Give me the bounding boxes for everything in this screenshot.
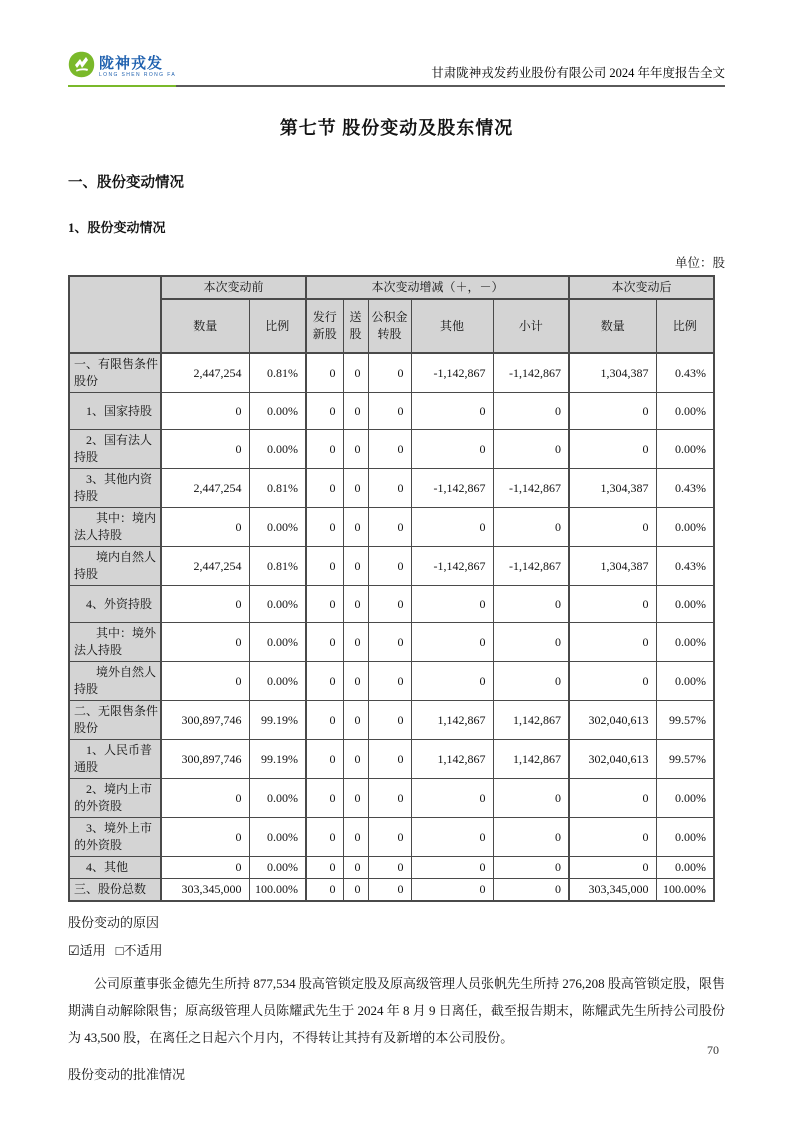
cell-value: 0 <box>306 353 343 393</box>
subheading-share-change: 1、股份变动情况 <box>68 220 166 235</box>
cell-value: 0 <box>368 623 411 662</box>
cell-value: 0 <box>343 586 368 623</box>
col-header-pct-before: 比例 <box>249 299 306 353</box>
cell-value: 0 <box>306 879 343 902</box>
cell-value: 0 <box>569 586 656 623</box>
not-applicable-checkbox: □不适用 <box>115 943 163 958</box>
cell-value: 99.57% <box>656 701 714 740</box>
cell-value: 0 <box>569 818 656 857</box>
cell-value: 0 <box>368 508 411 547</box>
cell-value: 0 <box>306 818 343 857</box>
cell-value: 0 <box>368 818 411 857</box>
cell-value: 0.43% <box>656 469 714 508</box>
report-header <box>68 42 725 87</box>
col-header-qty-before: 数量 <box>161 299 249 353</box>
cell-value: 302,040,613 <box>569 740 656 779</box>
cell-value: 0 <box>569 508 656 547</box>
table-corner-cell <box>69 276 161 353</box>
cell-value: -1,142,867 <box>493 469 569 508</box>
cell-value: 2,447,254 <box>161 469 249 508</box>
cell-value: 0 <box>343 353 368 393</box>
cell-value: 0.81% <box>249 547 306 586</box>
row-label: 一、有限售条件股份 <box>69 353 161 393</box>
cell-value: 0 <box>368 857 411 879</box>
cell-value: 0 <box>493 818 569 857</box>
cell-value: 0 <box>368 393 411 430</box>
cell-value: 1,304,387 <box>569 547 656 586</box>
table-row <box>69 701 714 740</box>
cell-value: 0 <box>161 857 249 879</box>
cell-value: 0 <box>368 586 411 623</box>
cell-value: 0 <box>343 508 368 547</box>
cell-value: 0 <box>343 879 368 902</box>
cell-value: 0.00% <box>249 393 306 430</box>
company-logo <box>68 51 176 87</box>
col-header-qty-after: 数量 <box>569 299 656 353</box>
cell-value: 0.00% <box>656 623 714 662</box>
cell-value: 0 <box>411 508 493 547</box>
cell-value: -1,142,867 <box>411 547 493 586</box>
cell-value: 0 <box>161 818 249 857</box>
logo-cn-text: 陇神戎发 <box>99 55 164 72</box>
cell-value: 0 <box>343 779 368 818</box>
cell-value: 0 <box>569 430 656 469</box>
cell-value: 0 <box>368 701 411 740</box>
table-row <box>69 469 714 508</box>
row-label: 3、境外上市的外资股 <box>69 818 161 857</box>
cell-value: 0 <box>161 586 249 623</box>
cell-value: 0 <box>411 818 493 857</box>
cell-value: 0 <box>161 623 249 662</box>
cell-value: 0 <box>411 430 493 469</box>
cell-value: 0 <box>411 857 493 879</box>
cell-value: 0.00% <box>249 586 306 623</box>
col-header-reserve: 公积金转股 <box>368 299 411 353</box>
cell-value: 0.00% <box>656 586 714 623</box>
row-label: 4、其他 <box>69 857 161 879</box>
cell-value: 0 <box>368 469 411 508</box>
cell-value: 0 <box>306 701 343 740</box>
cell-value: 0 <box>493 623 569 662</box>
cell-value: 1,142,867 <box>411 740 493 779</box>
cell-value: 0 <box>343 469 368 508</box>
row-label: 其中：境内法人持股 <box>69 508 161 547</box>
cell-value: 2,447,254 <box>161 353 249 393</box>
company-logo-text <box>99 56 176 78</box>
cell-value: 0 <box>411 623 493 662</box>
cell-value: 0.00% <box>249 779 306 818</box>
cell-value: 0.00% <box>249 818 306 857</box>
table-row <box>69 662 714 701</box>
group-header-change: 本次变动增减（＋，－） <box>306 276 569 299</box>
cell-value: 0 <box>306 586 343 623</box>
cell-value: 99.57% <box>656 740 714 779</box>
cell-value: 0 <box>368 879 411 902</box>
table-row <box>69 818 714 857</box>
cell-value: 0.43% <box>656 547 714 586</box>
cell-value: 0.81% <box>249 469 306 508</box>
cell-value: 0 <box>411 586 493 623</box>
cell-value: -1,142,867 <box>493 353 569 393</box>
cell-value: 100.00% <box>249 879 306 902</box>
cell-value: 0 <box>343 430 368 469</box>
cell-value: 99.19% <box>249 701 306 740</box>
cell-value: 0 <box>161 393 249 430</box>
table-column-header-row <box>69 299 714 353</box>
cell-value: 0.00% <box>656 857 714 879</box>
col-header-new-issue: 发行新股 <box>306 299 343 353</box>
cell-value: 0 <box>306 508 343 547</box>
cell-value: 0.00% <box>249 508 306 547</box>
cell-value: 0 <box>343 740 368 779</box>
row-label: 1、国家持股 <box>69 393 161 430</box>
logo-en-text: LONG SHEN RONG FA <box>99 72 177 78</box>
cell-value: 0 <box>493 879 569 902</box>
cell-value: 0.00% <box>656 818 714 857</box>
cell-value: 0 <box>306 857 343 879</box>
cell-value: 0 <box>569 623 656 662</box>
cell-value: 0 <box>411 779 493 818</box>
cell-value: 0 <box>306 393 343 430</box>
cell-value: 0 <box>368 353 411 393</box>
cell-value: 0 <box>161 662 249 701</box>
cell-value: 0 <box>306 623 343 662</box>
share-table-body <box>69 353 714 901</box>
cell-value: 0.00% <box>656 430 714 469</box>
cell-value: -1,142,867 <box>493 547 569 586</box>
cell-value: 0 <box>368 740 411 779</box>
cell-value: 0 <box>368 662 411 701</box>
row-label: 2、境内上市的外资股 <box>69 779 161 818</box>
cell-value: 0 <box>161 430 249 469</box>
cell-value: 0 <box>368 547 411 586</box>
cell-value: 2,447,254 <box>161 547 249 586</box>
cell-value: 0 <box>368 430 411 469</box>
cell-value: -1,142,867 <box>411 469 493 508</box>
page-content <box>0 42 793 1083</box>
row-label: 3、其他内资持股 <box>69 469 161 508</box>
cell-value: 99.19% <box>249 740 306 779</box>
table-row <box>69 740 714 779</box>
table-row <box>69 393 714 430</box>
group-header-after: 本次变动后 <box>569 276 714 299</box>
table-row <box>69 547 714 586</box>
col-header-pct-after: 比例 <box>656 299 714 353</box>
reason-title: 股份变动的原因 <box>68 915 160 930</box>
cell-value: 0 <box>569 393 656 430</box>
cell-value: 0 <box>343 857 368 879</box>
cell-value: 0 <box>343 547 368 586</box>
table-row <box>69 508 714 547</box>
cell-value: 300,897,746 <box>161 701 249 740</box>
cell-value: 0 <box>493 430 569 469</box>
cell-value: 0 <box>343 818 368 857</box>
cell-value: 0 <box>343 393 368 430</box>
table-row <box>69 623 714 662</box>
cell-value: 0 <box>569 662 656 701</box>
page-number: 70 <box>707 1043 719 1057</box>
row-label: 2、国有法人持股 <box>69 430 161 469</box>
cell-value: 1,142,867 <box>493 701 569 740</box>
cell-value: 303,345,000 <box>569 879 656 902</box>
share-change-table <box>68 275 715 902</box>
cell-value: 0 <box>411 879 493 902</box>
table-row <box>69 779 714 818</box>
row-label: 4、外资持股 <box>69 586 161 623</box>
approval-title: 股份变动的批准情况 <box>68 1067 186 1082</box>
col-header-other: 其他 <box>411 299 493 353</box>
cell-value: 0 <box>343 701 368 740</box>
cell-value: 0.00% <box>249 623 306 662</box>
cell-value: 303,345,000 <box>161 879 249 902</box>
cell-value: -1,142,867 <box>411 353 493 393</box>
cell-value: 302,040,613 <box>569 701 656 740</box>
cell-value: 0.00% <box>656 393 714 430</box>
cell-value: 0 <box>306 430 343 469</box>
cell-value: 0 <box>493 508 569 547</box>
col-header-subtotal: 小计 <box>493 299 569 353</box>
table-row <box>69 353 714 393</box>
report-header-title: 甘肃陇神戎发药业股份有限公司 2024 年年度报告全文 <box>431 66 725 80</box>
cell-value: 0 <box>306 740 343 779</box>
row-label: 境内自然人持股 <box>69 547 161 586</box>
cell-value: 0 <box>306 779 343 818</box>
company-logo-icon <box>68 51 95 83</box>
change-reason-paragraph: 公司原董事张金德先生所持 877,534 股高管锁定股及原高级管理人员张帆先生所持 276,208 股高管锁定股，限售期满自动解除限售；原高级管理人员陈耀武先生于 2024 年 8 月 9 日离任，截至报告期末，陈耀武先生所持公司股份为 43,500 股，在离任之日起六个月内，不得转让其持有及新增的本公司股份。 <box>68 976 725 1045</box>
applicable-checkbox: ☑适用 <box>68 943 106 958</box>
cell-value: 1,304,387 <box>569 469 656 508</box>
table-group-header-row <box>69 276 714 299</box>
cell-value: 0 <box>493 586 569 623</box>
cell-value: 100.00% <box>656 879 714 902</box>
cell-value: 0 <box>306 469 343 508</box>
row-label: 三、股份总数 <box>69 879 161 902</box>
section-title: 第七节 股份变动及股东情况 <box>279 118 514 138</box>
cell-value: 0.00% <box>656 508 714 547</box>
table-row <box>69 586 714 623</box>
row-label: 1、人民币普通股 <box>69 740 161 779</box>
row-label: 境外自然人持股 <box>69 662 161 701</box>
cell-value: 0 <box>569 857 656 879</box>
cell-value: 0 <box>493 779 569 818</box>
cell-value: 0 <box>343 662 368 701</box>
cell-value: 0 <box>493 393 569 430</box>
cell-value: 0.43% <box>656 353 714 393</box>
cell-value: 0 <box>306 662 343 701</box>
heading-share-change: 一、股份变动情况 <box>68 175 184 191</box>
cell-value: 1,142,867 <box>411 701 493 740</box>
cell-value: 0 <box>161 779 249 818</box>
cell-value: 0 <box>411 393 493 430</box>
cell-value: 0.81% <box>249 353 306 393</box>
row-label: 二、无限售条件股份 <box>69 701 161 740</box>
cell-value: 300,897,746 <box>161 740 249 779</box>
table-row <box>69 430 714 469</box>
cell-value: 0 <box>343 623 368 662</box>
applicability-line <box>68 940 725 959</box>
cell-value: 0.00% <box>249 430 306 469</box>
cell-value: 0.00% <box>249 662 306 701</box>
cell-value: 0 <box>411 662 493 701</box>
cell-value: 0.00% <box>656 779 714 818</box>
table-row <box>69 879 714 902</box>
cell-value: 0 <box>306 547 343 586</box>
cell-value: 0.00% <box>656 662 714 701</box>
cell-value: 0.00% <box>249 857 306 879</box>
cell-value: 1,142,867 <box>493 740 569 779</box>
row-label: 其中：境外法人持股 <box>69 623 161 662</box>
table-row <box>69 857 714 879</box>
col-header-bonus: 送股 <box>343 299 368 353</box>
cell-value: 0 <box>161 508 249 547</box>
unit-label: 单位：股 <box>674 256 725 270</box>
cell-value: 0 <box>493 857 569 879</box>
cell-value: 1,304,387 <box>569 353 656 393</box>
cell-value: 0 <box>368 779 411 818</box>
cell-value: 0 <box>569 779 656 818</box>
group-header-before: 本次变动前 <box>161 276 306 299</box>
cell-value: 0 <box>493 662 569 701</box>
